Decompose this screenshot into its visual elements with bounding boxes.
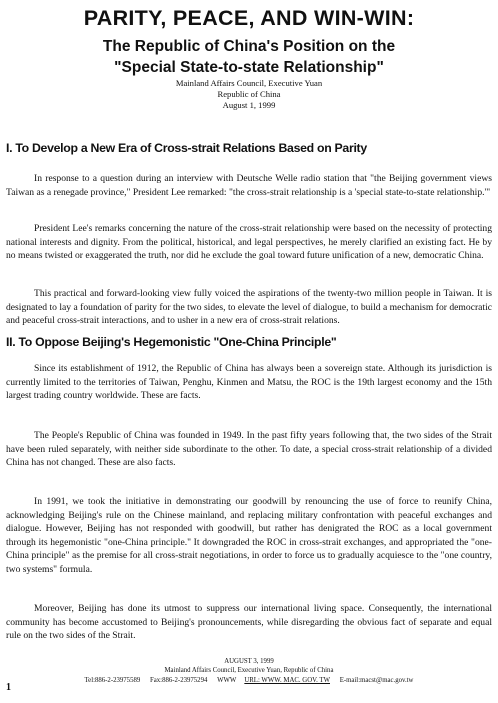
section-1-paragraph-2: President Lee's remarks concerning the nature of the cross-strait relationship were based on the necessity of protecting national interests and dignity. From the political, historical, and legal perspectives, he merely clarified an existing fact. He by no means twisted or exaggerated the truth, nor did he exclude the goal toward future unification of a new, democratic China. bbox=[6, 223, 492, 261]
document-subtitle-line1: The Republic of China's Position on the bbox=[102, 38, 396, 55]
footer-email[interactable]: E-mail:macst@mac.gov.tw bbox=[339, 677, 414, 684]
section-heading-2: II. To Oppose Beijing's Hegemonistic "One-China Principle" bbox=[6, 335, 337, 349]
section-2-paragraph-1: Since its establishment of 1912, the Republic of China has always been a sovereign state. Although its jurisdiction is currently limited to the territories of Taiwan, Penghu, Kinmen and Matsu, the ROC is the 19th largest economy and the 15th largest trading country worldwide. These are facts. bbox=[6, 363, 492, 401]
issuing-organization: Mainland Affairs Council, Executive Yuan bbox=[175, 78, 323, 88]
section-heading-1: I. To Develop a New Era of Cross-strait Relations Based on Parity bbox=[6, 141, 367, 155]
footer-contact-line bbox=[0, 677, 498, 686]
footer-fax: Fax:886-2-23975294 bbox=[149, 677, 208, 684]
section-2-paragraph-4: Moreover, Beijing has done its utmost to suppress our international living space. Consequently, the international community has become accustomed to Beijing's pronouncements, while disregarding the obvious fact of separate and equal rule on the two sides of the Strait. bbox=[6, 603, 492, 641]
issue-date: August 1, 1999 bbox=[222, 100, 276, 110]
document-title: PARITY, PEACE, AND WIN-WIN: bbox=[83, 6, 415, 30]
footer-www-label: WWW bbox=[217, 677, 237, 684]
issuing-country: Republic of China bbox=[217, 89, 281, 99]
section-2-paragraph-2: The People's Republic of China was founded in 1949. In the past fifty years following that, the two sides of the Strait have been ruled separately, with neither side subordinate to the other. To date, a special cross-strait relationship of a divided China has not changed. These are also facts. bbox=[6, 430, 492, 468]
document-subtitle-line2: "Special State-to-state Relationship" bbox=[114, 59, 384, 76]
section-1-paragraph-1: In response to a question during an interview with Deutsche Welle radio station that "the Beijing government views Taiwan as a renegade province," President Lee remarked: "the cross-strait relationship is a 'special state-to-state relationship.'" bbox=[6, 173, 492, 198]
footer-website-link[interactable]: URL: WWW. MAC. GOV. TW bbox=[244, 677, 330, 684]
page-number: 1 bbox=[6, 682, 11, 693]
footer-organization: Mainland Affairs Council, Executive Yuan, Republic of China bbox=[164, 667, 334, 674]
section-1-paragraph-3: This practical and forward-looking view fully voiced the aspirations of the twenty-two million people in Taiwan. It is designated to lay a foundation of parity for the two sides, to elevate the level of dialogue, to build a mechanism for democratic and peaceful cross-strait interactions, and to usher in a new era of cross-strait relations. bbox=[6, 288, 492, 326]
footer-date: AUGUST 3, 1999 bbox=[224, 658, 274, 665]
footer-telephone: Tel:886-2-23975589 bbox=[84, 677, 141, 684]
section-2-paragraph-3: In 1991, we took the initiative in demonstrating our goodwill by renouncing the use of force to reunify China, acknowledging Beijing's rule on the Chinese mainland, and replacing military confrontation with peaceful exchanges and dialogue. However, Beijing has not responded with goodwill, but rather has denigrated the ROC as a local government through its hegemonistic "one-China principle." It downgraded the ROC in cross-strait exchanges, and appropriated the "one-China principle" as the premise for all cross-strait negotiations, in order to force us to gradually acquiesce to the "one country, two systems" formula. bbox=[6, 496, 492, 575]
